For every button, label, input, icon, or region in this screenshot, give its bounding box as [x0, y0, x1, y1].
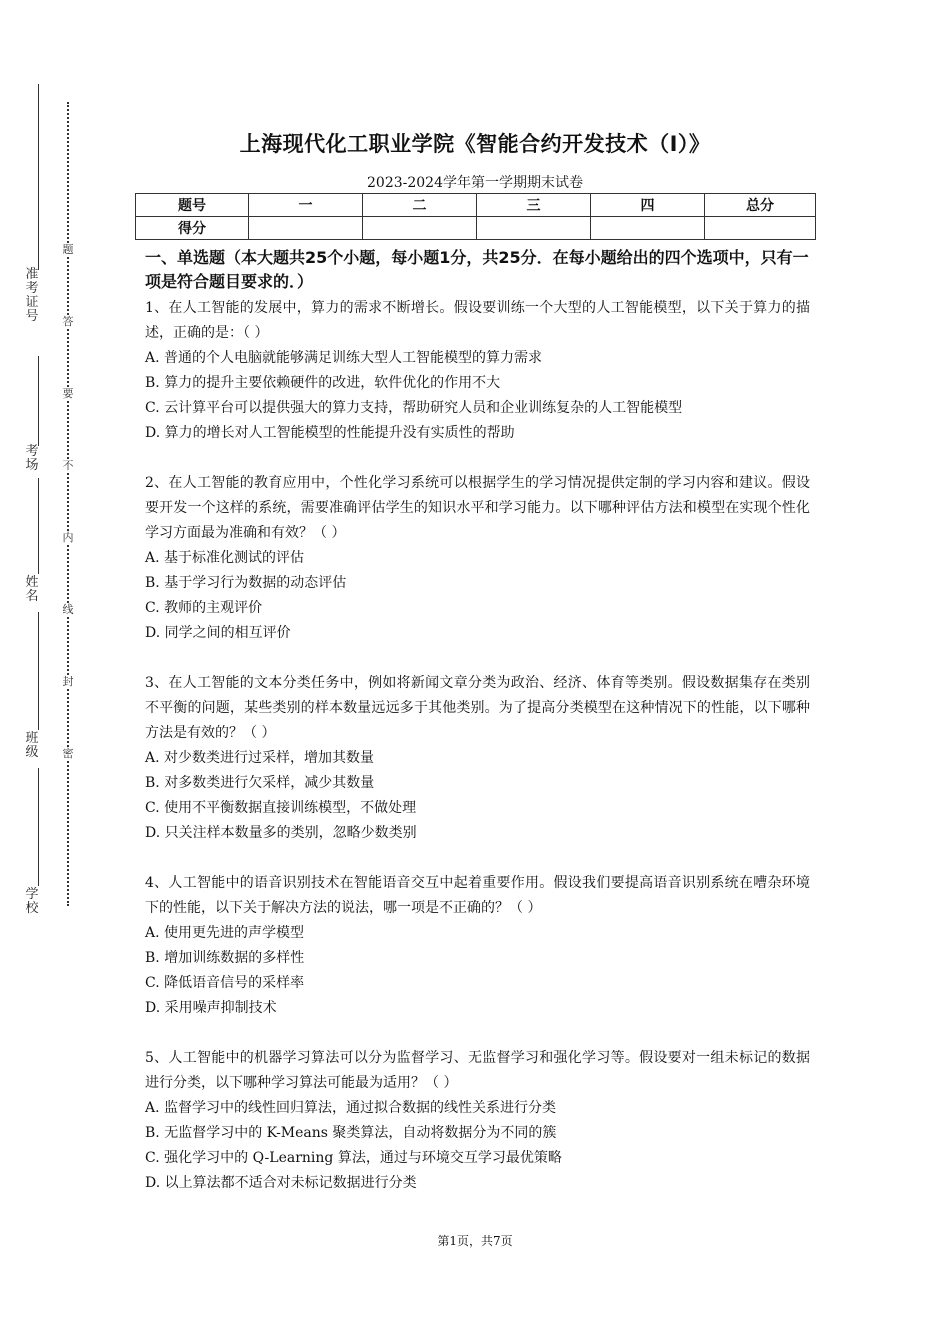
score-table-header: 二 [363, 194, 477, 217]
question-option-b: B. 无监督学习中的 K-Means 聚类算法，自动将数据分为不同的簇 [145, 1125, 557, 1141]
page-number: 第1页，共7页 [437, 1234, 513, 1248]
question-2 [145, 471, 810, 646]
score-table-header: 一 [249, 194, 363, 217]
question-option-c: C. 云计算平台可以提供强大的算力支持，帮助研究人员和企业训练复杂的人工智能模型 [145, 400, 683, 416]
score-cell[interactable] [591, 217, 705, 240]
question-option-c: C. 强化学习中的 Q-Learning 算法，通过与环境交互学习最优策略 [145, 1150, 562, 1166]
question-option-d: D. 算力的增长对人工智能模型的性能提升没有实质性的帮助 [145, 425, 515, 441]
margin-line [38, 478, 39, 574]
seal-char: 题 [62, 243, 74, 256]
question-option-c: C. 使用不平衡数据直接训练模型，不做处理 [145, 800, 417, 816]
question-option-a: A. 使用更先进的声学模型 [145, 925, 305, 941]
question-option-d: D. 采用噪声抑制技术 [145, 1000, 277, 1016]
margin-line [38, 612, 39, 730]
exam-title: 上海现代化工职业学院《智能合约开发技术（I）》 [239, 132, 711, 156]
question-option-a: A. 基于标准化测试的评估 [145, 550, 305, 566]
question-1 [145, 296, 810, 446]
question-option-d: D. 只关注样本数量多的类别，忽略少数类别 [145, 825, 417, 841]
question-stem: 4、人工智能中的语音识别技术在智能语音交互中起着重要作用。假设我们要提高语音识别系统在嘈杂环境下的性能，以下关于解决方法的说法，哪一项是不正确的？（ ） [145, 875, 810, 916]
score-table [135, 193, 816, 240]
seal-dotted-line [67, 102, 69, 906]
score-table-header: 四 [591, 194, 705, 217]
question-stem: 3、在人工智能的文本分类任务中，例如将新闻文章分类为政治、经济、体育等类别。假设数据集存在类别不平衡的问题，某些类别的样本数量远远多于其他类别。为了提高分类模型在这种情况下的性能，以下哪种方法是有效的？（ ） [145, 675, 810, 741]
seal-char: 不 [62, 459, 74, 472]
field-school-label: 学 校 [25, 887, 39, 916]
question-stem: 1、在人工智能的发展中，算力的需求不断增长。假设要训练一个大型的人工智能模型，以下关于算力的描述，正确的是：（ ） [145, 300, 810, 341]
seal-char: 要 [62, 387, 74, 400]
margin-line [38, 84, 39, 270]
question-option-a: A. 监督学习中的线性回归算法，通过拟合数据的线性关系进行分类 [145, 1100, 557, 1116]
question-option-b: B. 对多数类进行欠采样，减少其数量 [145, 775, 375, 791]
question-option-b: B. 算力的提升主要依赖硬件的改进，软件优化的作用不大 [145, 375, 501, 391]
field-exam-room-label: 考 场 [25, 444, 39, 473]
question-stem: 5、人工智能中的机器学习算法可以分为监督学习、无监督学习和强化学习等。假设要对一组未标记的数据进行分类，以下哪种学习算法可能最为适用？（ ） [145, 1050, 810, 1091]
score-table-header: 三 [477, 194, 591, 217]
score-row-label: 得分 [136, 217, 249, 240]
seal-char: 密 [62, 747, 74, 760]
question-option-a: A. 普通的个人电脑就能够满足训练大型人工智能模型的算力需求 [145, 350, 543, 366]
question-option-b: B. 基于学习行为数据的动态评估 [145, 575, 347, 591]
seal-char: 内 [62, 531, 74, 544]
question-list [145, 296, 810, 1221]
question-4 [145, 871, 810, 1021]
question-option-b: B. 增加训练数据的多样性 [145, 950, 305, 966]
score-cell[interactable] [363, 217, 477, 240]
field-class-label: 班 级 [25, 731, 39, 760]
question-5 [145, 1046, 810, 1196]
score-table-header: 题号 [136, 194, 249, 217]
score-cell[interactable] [705, 217, 816, 240]
question-option-c: C. 教师的主观评价 [145, 600, 263, 616]
exam-subtitle: 2023-2024学年第一学期期末试卷 [367, 175, 583, 191]
question-option-d: D. 以上算法都不适合对未标记数据进行分类 [145, 1175, 417, 1191]
question-stem: 2、在人工智能的教育应用中，个性化学习系统可以根据学生的学习情况提供定制的学习内容和建议。假设要开发一个这样的系统，需要准确评估学生的知识水平和学习能力。以下哪种评估方法和模型在实现个性化学习方面最为准确和有效？（ ） [145, 475, 810, 541]
section-heading: 一、单选题（本大题共25个小题，每小题1分，共25分．在每小题给出的四个选项中，只有一项是符合题目要求的．） [145, 248, 809, 291]
score-table-header-row [136, 194, 816, 217]
score-table-score-row [136, 217, 816, 240]
margin-line [38, 356, 39, 446]
field-name-label: 姓 名 [25, 575, 39, 604]
score-cell[interactable] [249, 217, 363, 240]
seal-char: 答 [62, 315, 74, 328]
score-table-header: 总分 [705, 194, 816, 217]
score-cell[interactable] [477, 217, 591, 240]
question-option-a: A. 对少数类进行过采样，增加其数量 [145, 750, 375, 766]
seal-char: 封 [62, 675, 74, 688]
question-option-c: C. 降低语音信号的采样率 [145, 975, 305, 991]
question-option-d: D. 同学之间的相互评价 [145, 625, 291, 641]
seal-char: 线 [62, 603, 74, 616]
field-exam-number-label: 准 考 证 号 [25, 267, 39, 324]
question-3 [145, 671, 810, 846]
margin-line [38, 768, 39, 886]
